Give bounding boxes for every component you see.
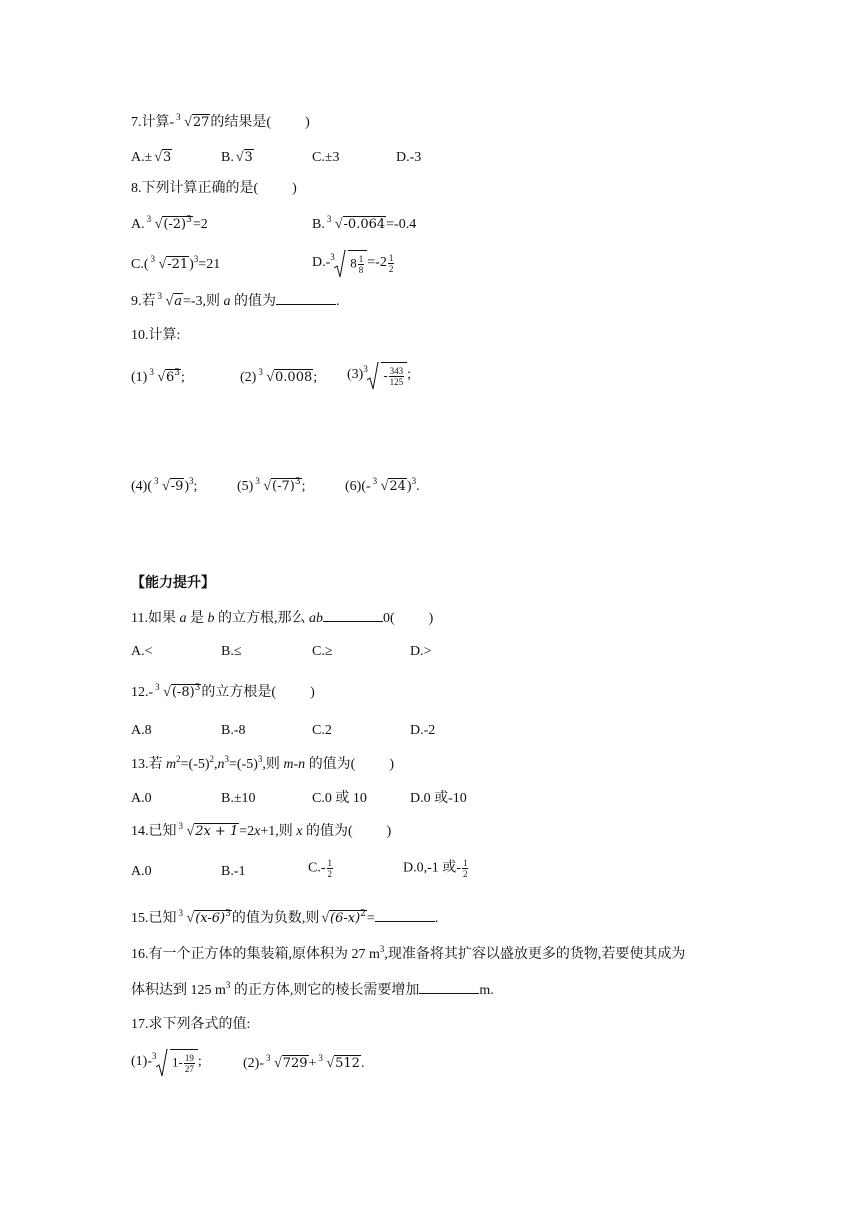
q14-mid: +1,则 [260, 824, 297, 839]
cube-root: 3 $√(-2)^3$ [147, 216, 193, 234]
q13-option-b: B.±10 [221, 791, 256, 806]
q11-mid: 是 [186, 611, 208, 626]
q10-part-3 [347, 362, 411, 388]
radical-sign [156, 1049, 168, 1077]
exponent: 3 [189, 476, 194, 486]
root-index: 3 [146, 214, 152, 224]
variable: x [254, 824, 261, 839]
exponent: 3 [186, 215, 192, 225]
variable: a [179, 611, 187, 626]
q17-part-2 [243, 1055, 364, 1073]
q10-part-1 [131, 369, 185, 387]
denominator: 125 [389, 377, 404, 387]
option-label: D.0,-1 或- [403, 860, 461, 876]
exponent: 3 [225, 909, 231, 919]
question-16-line-1 [131, 946, 685, 964]
part-label: (2) [240, 370, 257, 385]
radicand [171, 684, 202, 700]
section-heading: 【能力提升】 [131, 575, 215, 591]
semicolon: ; [313, 370, 318, 385]
q13-suffix: 的值为( [305, 757, 356, 772]
q13-option-c: C.0 或 10 [312, 791, 367, 806]
cube-root-a: 3 √a [158, 293, 183, 311]
q13-mid: ,则 [262, 757, 284, 772]
radicand [170, 1049, 198, 1074]
period: . [434, 911, 439, 926]
q17-part-1 [131, 1049, 202, 1075]
root-index: 3 [157, 291, 162, 301]
q14-option-d [403, 858, 469, 879]
question-14 [131, 823, 391, 841]
q16-text: 的正方体,则它的棱长需要增加 [230, 983, 420, 998]
q16-text: 16.有一个正方体的集装箱,原体积为 27 m [131, 947, 380, 962]
q8-option-d [312, 250, 395, 276]
variable: b [207, 611, 215, 626]
sqrt-3: √3 [235, 150, 253, 165]
question-15 [131, 909, 438, 928]
period: . [416, 479, 420, 494]
q9-suffix: 的值为 [230, 294, 277, 309]
radicand: 0.008 [275, 370, 313, 385]
option-label: D.- [312, 255, 331, 271]
q10-part-2 [240, 369, 317, 387]
root-index: 3 [372, 476, 378, 486]
exponent: 3 [411, 476, 417, 486]
q8-option-a [131, 216, 208, 234]
q10-part-6 [345, 478, 420, 496]
cube-root: 3 $√6^3$ [149, 369, 181, 387]
denominator: 8 [358, 265, 364, 275]
whole-part: 8 [350, 255, 357, 271]
numerator: 1 [327, 858, 332, 868]
q15-prefix: 15.已知 [131, 911, 177, 926]
radicand [194, 910, 232, 926]
variable: m [166, 757, 177, 772]
q11-mid: 的立方根,那么 [214, 611, 309, 626]
q14-option-a: A.0 [131, 864, 152, 879]
option-label: C.( [131, 257, 149, 272]
denominator: 2 [388, 263, 394, 274]
variable: a [223, 294, 231, 309]
q8-close: ) [292, 181, 297, 196]
q11-option-d: D.> [410, 644, 432, 659]
q11-prefix: 11.如果 [131, 611, 180, 626]
radicand [271, 478, 302, 494]
answer-blank[interactable] [276, 292, 336, 305]
paren-close: ) [406, 479, 412, 494]
unit: m. [479, 983, 494, 998]
root-index: 3 [150, 254, 155, 264]
exponent: 3 [225, 980, 231, 990]
denominator: 27 [184, 1064, 194, 1074]
exponent: 3 [194, 683, 201, 693]
radicand [348, 250, 367, 275]
cube-root-fraction [152, 1049, 198, 1075]
q16-text: 体积达到 125 m [131, 983, 226, 998]
q11-option-a: A.< [131, 644, 153, 659]
numerator: 1 [462, 858, 468, 868]
root-index: 3 [363, 364, 368, 374]
q14-mid: =2 [239, 824, 255, 839]
part-label: (4)( [131, 479, 152, 494]
question-9 [131, 292, 340, 311]
root-index: 3 [330, 252, 335, 262]
radical-sign [334, 250, 346, 278]
q12-prefix: 12.- [131, 685, 154, 700]
semicolon: ; [193, 479, 198, 494]
answer-blank[interactable] [375, 909, 435, 922]
root-index: 3 [154, 476, 159, 486]
numerator: 1 [358, 254, 364, 264]
q14-prefix: 14.已知 [131, 824, 177, 839]
radicand: -0.064 [343, 217, 386, 232]
q9-prefix: 9.若 [131, 294, 156, 309]
q16-text: ,现准备将其扩容以盛放更多的货物,若要使其成为 [384, 947, 686, 962]
cube-root: 3 √-0.064 [327, 216, 386, 234]
part-label: (5) [237, 479, 254, 494]
root-index: 3 [176, 112, 181, 122]
root-index: 3 [152, 1051, 157, 1061]
root-index: 3 [258, 367, 263, 377]
radicand [329, 910, 367, 926]
sqrt-3: √3 [154, 150, 172, 165]
root-index: 3 [266, 1053, 271, 1063]
radicand: -9 [170, 479, 184, 494]
q12-close: ) [310, 685, 315, 700]
semicolon: ; [181, 370, 185, 385]
equals: = [366, 911, 375, 926]
semicolon: ; [301, 479, 306, 494]
question-16-line-2 [131, 981, 494, 1000]
fraction [388, 253, 395, 274]
period: . [336, 294, 340, 309]
root-index: 3 [178, 821, 183, 831]
cube-root-fraction [363, 362, 407, 388]
radicand: a [174, 294, 182, 309]
cube-root-27: 3 √27 [176, 114, 210, 132]
cube-root: 3 √729 [266, 1055, 309, 1073]
radicand: 24 [389, 479, 406, 494]
q13-prefix: 13.若 [131, 757, 166, 772]
equation: =(-5) [180, 757, 210, 772]
radicand-base: 6 [166, 370, 175, 385]
paren-close: ) [184, 479, 190, 494]
exponent: 2 [209, 754, 215, 764]
q12-option-d: D.-2 [410, 723, 436, 738]
radicand: 27 [192, 115, 210, 130]
option-label: A. [131, 217, 145, 232]
variable: ab [308, 611, 323, 626]
comma: , [214, 757, 218, 772]
question-7 [131, 114, 310, 132]
q8-option-b [312, 216, 416, 234]
part-label: (2)- [243, 1056, 264, 1071]
cube-root: 3 √2x + 1 [179, 823, 240, 841]
radicand: -21 [167, 257, 189, 272]
radicand-base: (-8) [171, 685, 195, 700]
q11-option-c: C.≥ [312, 644, 333, 659]
radical-sign [367, 362, 379, 390]
q14-close: ) [386, 824, 392, 839]
minus-sign: - [383, 367, 388, 383]
q11-close: ) [428, 611, 434, 626]
radicand [381, 362, 407, 387]
q13-option-a: A.0 [131, 791, 152, 806]
cube-root-mixed-number [330, 250, 367, 276]
q14-option-b: B.-1 [221, 864, 246, 879]
q8-option-c [131, 256, 220, 274]
variable: m-n [283, 757, 306, 772]
q10-part-5 [237, 478, 305, 496]
radicand [165, 369, 181, 385]
cube-root: 3 √-9 [154, 478, 184, 496]
fraction [389, 366, 405, 387]
root-index: 3 [155, 682, 160, 692]
radicand-base: (x-6) [195, 911, 226, 926]
equation: =(-5) [229, 757, 258, 772]
period: . [360, 1056, 365, 1071]
root-index: 3 [326, 214, 332, 224]
square-root: $√(6-x)^2$ [321, 909, 366, 926]
part-label: (1)- [131, 1054, 152, 1070]
option-result: =-0.4 [386, 217, 417, 232]
answer-blank[interactable] [323, 609, 383, 622]
option-label: B. [312, 217, 325, 232]
plus-sign: + [308, 1056, 317, 1071]
radicand: 512 [335, 1056, 360, 1071]
exponent: 3 [224, 754, 230, 764]
cube-root: 3 $√(x-6)^3$ [179, 910, 232, 928]
radicand: 3 [162, 150, 172, 165]
option-result: =21 [198, 257, 221, 272]
numerator: 19 [184, 1053, 194, 1063]
semicolon: ; [197, 1054, 202, 1070]
radicand: 2x + 1 [195, 824, 239, 839]
q13-close: ) [389, 757, 395, 772]
radicand-text: 1- [172, 1054, 183, 1070]
q11-option-b: B.≤ [221, 644, 242, 659]
cube-root: 3 $√(-7)^3$ [255, 478, 301, 496]
cube-root: 3 $√(-8)^3$ [155, 684, 201, 702]
question-11 [131, 609, 433, 628]
q12-option-a: A.8 [131, 723, 152, 738]
q7-prefix: 7.计算- [131, 115, 175, 130]
exponent: 3 [174, 368, 181, 378]
radicand: 3 [244, 150, 253, 165]
q7-option-b [221, 149, 254, 167]
option-result: =-2 [367, 255, 387, 271]
exponent: 3 [379, 944, 385, 954]
denominator: 2 [462, 869, 468, 879]
numerator: 1 [388, 252, 394, 263]
variable: x [296, 824, 303, 839]
question-13 [131, 756, 394, 774]
exponent: 3 [294, 477, 301, 487]
denominator: 2 [327, 869, 332, 879]
q7-option-a [131, 149, 172, 167]
cube-root: 3 √0.008 [258, 369, 313, 387]
radicand [162, 216, 193, 232]
question-8 [131, 180, 297, 198]
root-index: 3 [178, 908, 183, 918]
fraction [184, 1053, 195, 1074]
part-label: (1) [131, 370, 148, 385]
q14-suffix: 的值为( [302, 824, 353, 839]
q7-close: ) [305, 115, 310, 130]
q11-suffix: 0( [382, 611, 395, 626]
option-result: =2 [192, 217, 208, 232]
q7-option-c: C.±3 [312, 150, 340, 165]
question-10: 10.计算: [131, 328, 181, 343]
exponent: 3 [257, 754, 263, 764]
fraction [358, 254, 365, 275]
fraction [327, 858, 334, 879]
q15-mid: 的值为负数,则 [231, 911, 320, 926]
fraction [462, 858, 469, 879]
root-index: 3 [318, 1053, 323, 1063]
cube-root: 3 √512 [318, 1055, 361, 1073]
option-label: C.- [308, 860, 326, 876]
q9-mid: =-3,则 [182, 294, 224, 309]
question-12 [131, 684, 315, 702]
question-17: 17.求下列各式的值: [131, 1017, 251, 1032]
paren-close: ) [189, 257, 194, 272]
q8-stem: 8.下列计算正确的是( [131, 181, 259, 196]
semicolon: ; [407, 367, 412, 383]
variable: n [217, 757, 225, 772]
part-label: (6)(- [345, 479, 371, 494]
part-label: (3) [347, 367, 364, 383]
q12-option-b: B.-8 [221, 723, 246, 738]
exponent: 2 [176, 754, 181, 764]
q12-option-c: C.2 [312, 723, 332, 738]
cube-root: 3 √24 [373, 478, 407, 496]
option-label: B. [221, 150, 234, 165]
q12-suffix: 的立方根是( [201, 685, 277, 700]
q7-option-d: D.-3 [396, 150, 422, 165]
q7-suffix: 的结果是( [210, 115, 272, 130]
q14-option-c [308, 858, 334, 879]
cube-root: 3 √-21 [151, 256, 190, 274]
root-index: 3 [255, 476, 260, 486]
radicand-base: (-2) [163, 217, 187, 232]
answer-blank[interactable] [419, 981, 479, 994]
exponent: 2 [360, 909, 366, 919]
radicand-base: (-7) [272, 479, 295, 494]
q10-part-4 [131, 478, 197, 496]
numerator: 343 [389, 366, 404, 376]
root-index: 3 [149, 367, 154, 377]
option-label: A.± [131, 150, 153, 165]
q13-option-d: D.0 或-10 [410, 791, 467, 806]
exponent: 3 [193, 254, 199, 264]
radicand-base: (6-x) [330, 911, 361, 926]
radicand: 729 [282, 1056, 308, 1071]
